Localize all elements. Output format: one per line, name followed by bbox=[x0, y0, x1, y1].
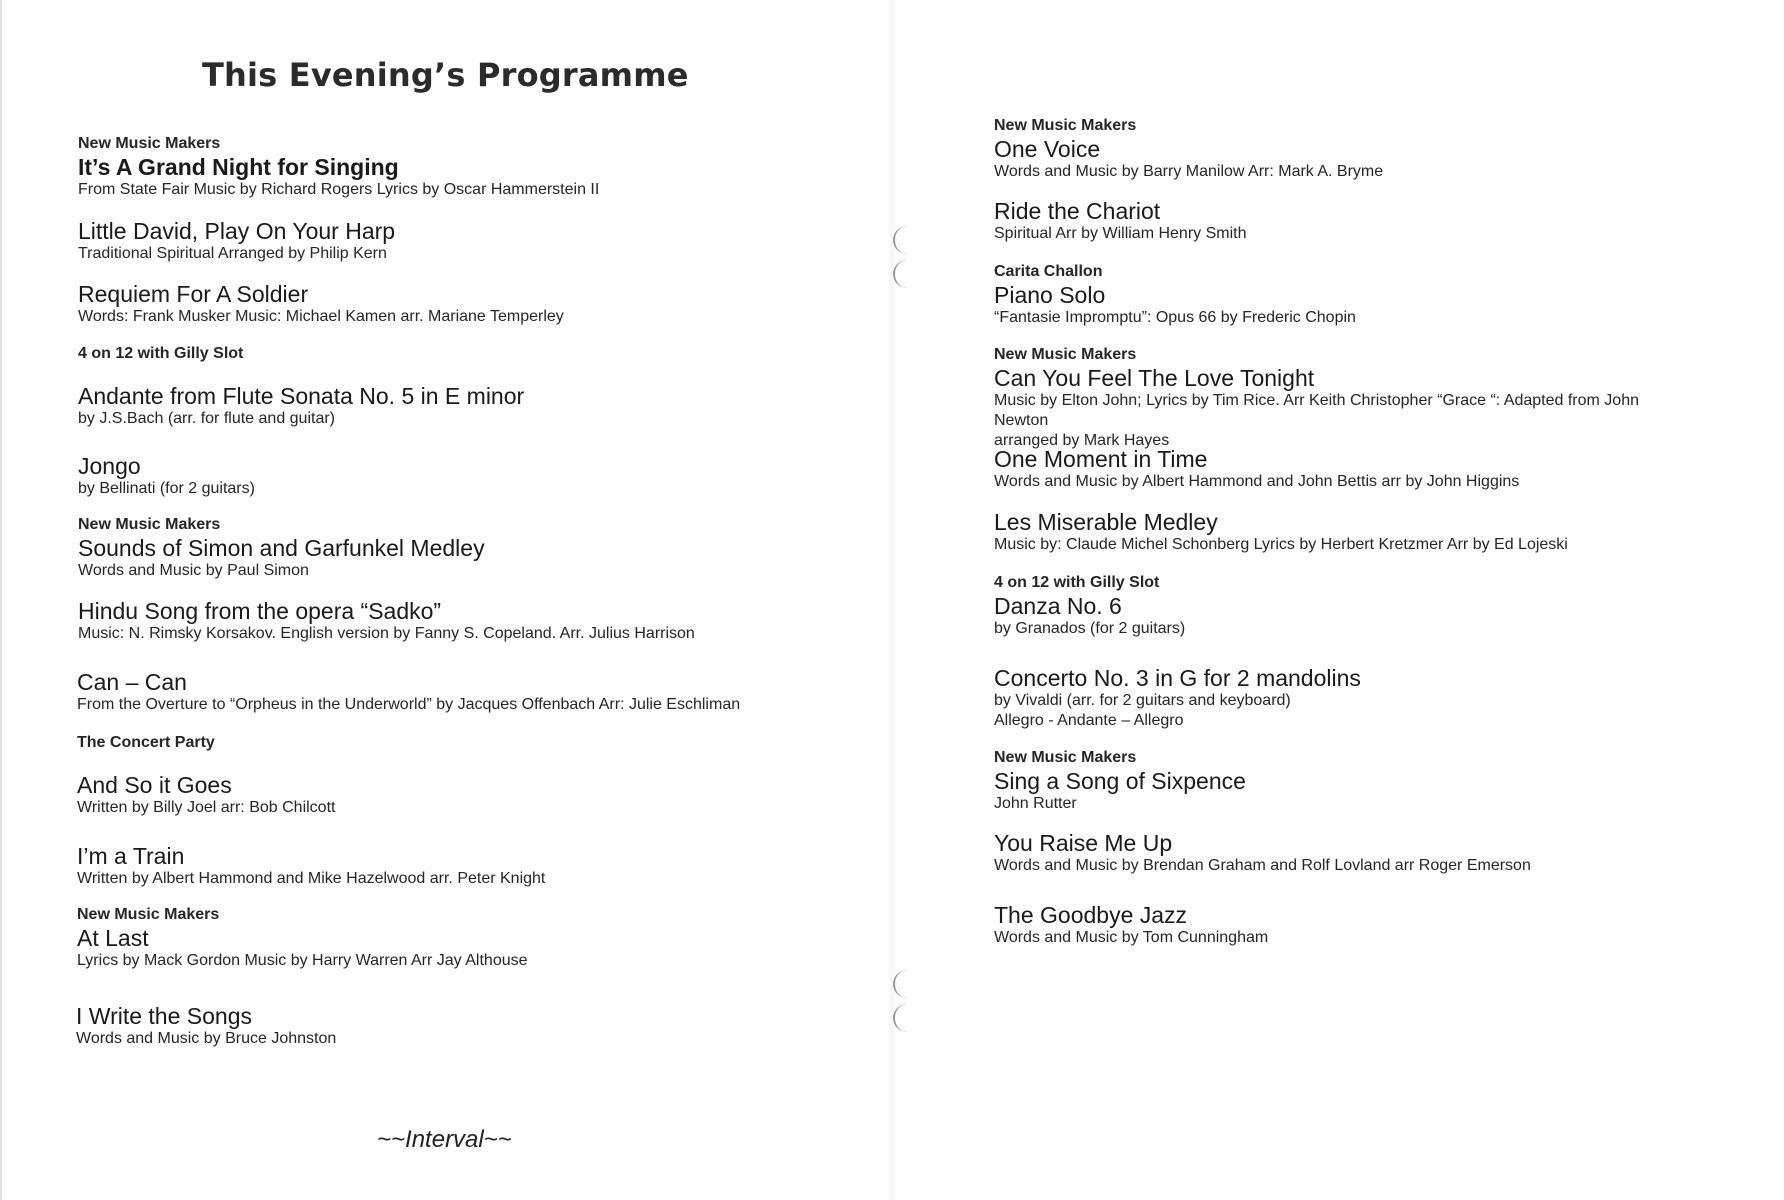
performer-heading bbox=[77, 733, 867, 753]
performer: New Music Makers bbox=[994, 749, 1137, 766]
performer: The Concert Party bbox=[77, 734, 215, 751]
piece-details: Written by Billy Joel arr: Bob Chilcott bbox=[77, 799, 336, 816]
programme-item bbox=[994, 748, 1784, 814]
programme-item bbox=[994, 830, 1784, 876]
piece-details: Words and Music by Paul Simon bbox=[78, 562, 309, 579]
performer: New Music Makers bbox=[78, 135, 221, 152]
piece-movements: Allegro - Andante – Allegro bbox=[994, 712, 1184, 729]
programme-item bbox=[994, 262, 1784, 328]
piece-details: Words and Music by Barry Manilow Arr: Mark A. Bryme bbox=[994, 163, 1384, 180]
piece-details: Lyrics by Mack Gordon Music by Harry Warren Arr Jay Althouse bbox=[77, 952, 528, 969]
piece-details: Music: N. Rimsky Korsakov. English version by Fanny S. Copeland. Arr. Julius Harrison bbox=[78, 625, 695, 642]
interval-label: ~~Interval~~ bbox=[377, 1126, 512, 1153]
performer-heading bbox=[78, 344, 868, 364]
programme-item bbox=[77, 772, 867, 818]
piece-title: It’s A Grand Night for Singing bbox=[78, 154, 399, 180]
piece-details: Written by Albert Hammond and Mike Hazelwood arr. Peter Knight bbox=[77, 870, 546, 887]
piece-details: Music by Elton John; Lyrics by Tim Rice. Arr Keith Christopher “Grace “: Adapted from John Newton bbox=[994, 392, 1639, 429]
piece-title: Hindu Song from the opera “Sadko” bbox=[78, 598, 442, 624]
piece-details: From State Fair Music by Richard Rogers Lyrics by Oscar Hammerstein II bbox=[78, 181, 600, 198]
piece-title: Sing a Song of Sixpence bbox=[994, 768, 1246, 794]
piece-title: Jongo bbox=[78, 453, 141, 479]
programme-item bbox=[76, 1003, 866, 1049]
piece-details: by Granados (for 2 guitars) bbox=[994, 620, 1186, 637]
piece-details: Traditional Spiritual Arranged by Philip Kern bbox=[78, 245, 387, 262]
programme-item bbox=[994, 509, 1784, 555]
piece-details: Words and Music by Bruce Johnston bbox=[76, 1030, 337, 1047]
programme-item bbox=[77, 905, 867, 971]
piece-title: Little David, Play On Your Harp bbox=[78, 218, 396, 244]
piece-details: Spiritual Arr by William Henry Smith bbox=[994, 225, 1247, 242]
piece-details-continued: arranged by Mark Hayes bbox=[994, 432, 1170, 449]
programme-item bbox=[994, 573, 1784, 639]
programme-item bbox=[994, 665, 1784, 731]
piece-details: by Bellinati (for 2 guitars) bbox=[78, 480, 255, 497]
piece-title: One Voice bbox=[994, 136, 1101, 162]
piece-title: Requiem For A Soldier bbox=[78, 281, 309, 307]
programme-item bbox=[77, 669, 867, 715]
piece-details: Words and Music by Brendan Graham and Rolf Lovland arr Roger Emerson bbox=[994, 857, 1531, 874]
programme-item bbox=[77, 843, 867, 889]
piece-title: The Goodbye Jazz bbox=[994, 902, 1188, 928]
programme-item bbox=[994, 446, 1784, 492]
piece-title: Les Miserable Medley bbox=[994, 509, 1218, 535]
performer: Carita Challon bbox=[994, 263, 1103, 280]
piece-title: One Moment in Time bbox=[994, 446, 1208, 472]
programme-item bbox=[994, 198, 1784, 244]
piece-title: You Raise Me Up bbox=[994, 830, 1173, 856]
programme-item bbox=[78, 281, 868, 327]
piece-title: Sounds of Simon and Garfunkel Medley bbox=[78, 535, 485, 561]
programme-item bbox=[78, 515, 868, 581]
page-title: This Evening’s Programme bbox=[202, 56, 689, 94]
programme-item bbox=[78, 598, 868, 644]
piece-title: Ride the Chariot bbox=[994, 198, 1161, 224]
performer: New Music Makers bbox=[994, 117, 1137, 134]
programme-item bbox=[994, 345, 1694, 451]
piece-title: Can You Feel The Love Tonight bbox=[994, 365, 1315, 391]
piece-title: I’m a Train bbox=[77, 843, 185, 869]
piece-title: At Last bbox=[77, 925, 149, 951]
piece-title: Piano Solo bbox=[994, 282, 1106, 308]
piece-details: Music by: Claude Michel Schonberg Lyrics by Herbert Kretzmer Arr by Ed Lojeski bbox=[994, 536, 1568, 553]
piece-details: by J.S.Bach (arr. for flute and guitar) bbox=[78, 410, 336, 427]
piece-title: Danza No. 6 bbox=[994, 593, 1122, 619]
programme-item bbox=[994, 902, 1784, 948]
programme-item bbox=[78, 383, 868, 429]
programme-item bbox=[78, 134, 868, 200]
programme-item bbox=[78, 453, 868, 499]
performer: 4 on 12 with Gilly Slot bbox=[994, 574, 1160, 591]
performer: New Music Makers bbox=[994, 346, 1137, 363]
piece-title: Concerto No. 3 in G for 2 mandolins bbox=[994, 665, 1361, 691]
piece-details: Words and Music by Albert Hammond and John Bettis arr by John Higgins bbox=[994, 473, 1520, 490]
performer: New Music Makers bbox=[78, 516, 221, 533]
performer: 4 on 12 with Gilly Slot bbox=[78, 345, 244, 362]
piece-title: Can – Can bbox=[77, 669, 187, 695]
right-page bbox=[892, 0, 1784, 1200]
piece-details: by Vivaldi (arr. for 2 guitars and keyboard) bbox=[994, 692, 1291, 709]
piece-title: I Write the Songs bbox=[76, 1003, 252, 1029]
piece-title: Andante from Flute Sonata No. 5 in E minor bbox=[78, 383, 525, 409]
piece-title: And So it Goes bbox=[77, 772, 232, 798]
programme-item bbox=[994, 116, 1784, 182]
piece-details: Words: Frank Musker Music: Michael Kamen arr. Mariane Temperley bbox=[78, 308, 564, 325]
piece-details: John Rutter bbox=[994, 795, 1077, 812]
performer: New Music Makers bbox=[77, 906, 220, 923]
piece-details: “Fantasie Impromptu”: Opus 66 by Frederic Chopin bbox=[994, 309, 1356, 326]
programme-item bbox=[78, 218, 868, 264]
piece-details: From the Overture to “Orpheus in the Underworld” by Jacques Offenbach Arr: Julie Eschliman bbox=[77, 696, 741, 713]
piece-details: Words and Music by Tom Cunningham bbox=[994, 929, 1269, 946]
